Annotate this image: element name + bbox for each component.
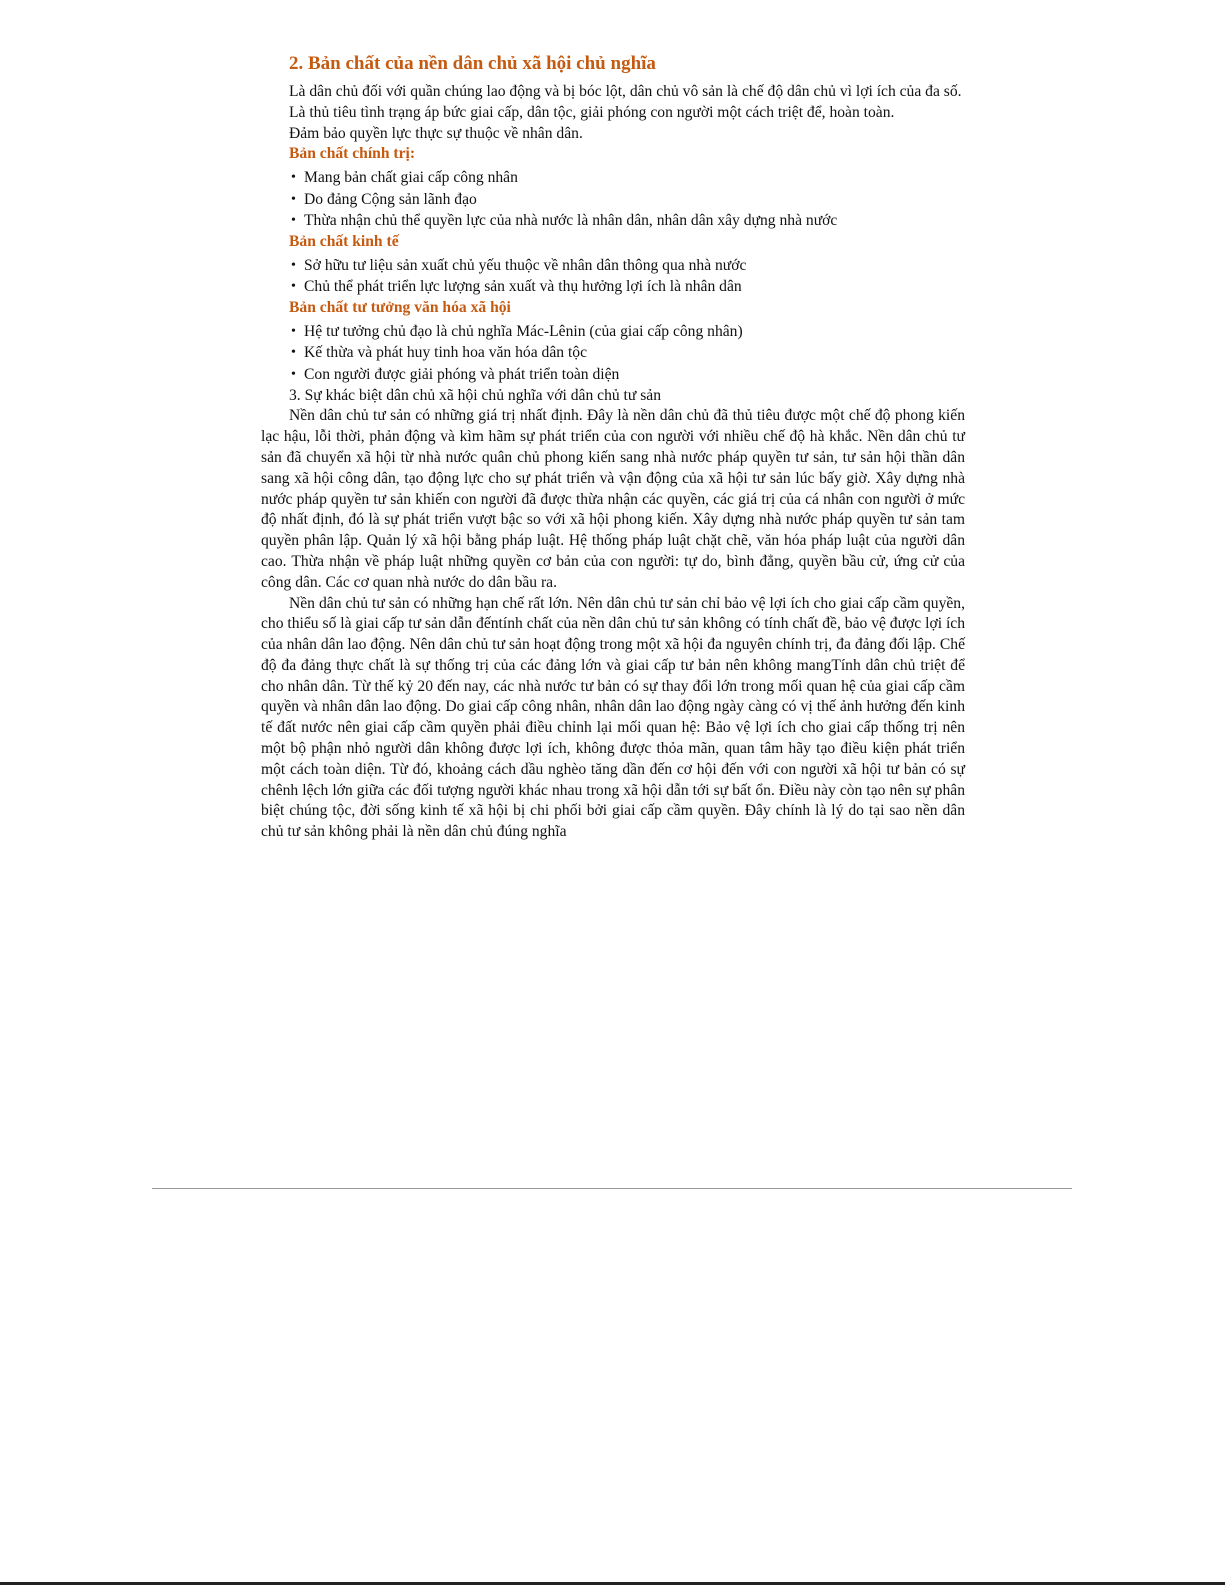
section-2-heading: 2. Bản chất của nền dân chủ xã hội chủ nghĩa <box>289 53 656 74</box>
ideology-list <box>291 321 965 386</box>
list-item: • Chủ thể phát triển lực lượng sản xuất và thụ hưởng lợi ích là nhân dân <box>291 276 965 298</box>
list-item: • Con người được giải phóng và phát triển toàn diện <box>291 364 965 386</box>
economic-list <box>291 255 965 298</box>
list-item: • Thừa nhận chủ thể quyền lực của nhà nước là nhân dân, nhân dân xây dựng nhà nước <box>291 210 965 232</box>
subheading-economic: Bản chất kinh tế <box>289 232 399 250</box>
bullet-icon: • <box>291 170 296 186</box>
list-item: • Do đảng Cộng sản lãnh đạo <box>291 189 965 211</box>
body-paragraph: Đảm bảo quyền lực thực sự thuộc về nhân dân. <box>289 124 583 142</box>
bullet-icon: • <box>291 323 296 339</box>
body-paragraph: Nền dân chủ tư sản có những hạn chế rất lớn. Nên dân chủ tư sản chỉ bảo vệ lợi ích cho giai cấp cầm quyền, cho thiểu số là giai cấp tư sản dẫn đếntính chất của nền dân chủ tư sản không có tính chất đề, bảo vệ được lợi ích của nhân dân lao động. Nên dân chủ tư sản hoạt động trong một xã hội đa nguyên chính trị, đa đảng đối lập. Chế độ đa đảng thực chất là sự thống trị của các đảng lớn và giai cấp tư bản nên không mangTính dân chủ triệt để cho nhân dân. Từ thế kỷ 20 đến nay, các nhà nước tư bản có sự thay đổi lớn trong mối quan hệ của giai cấp cầm quyền và nhân dân lao động. Do giai cấp công nhân, nhân dân lao động ngày càng có vị thế ảnh hưởng đến kinh tế đất nước nên giai cấp cầm quyền phải điều chỉnh lại mối quan hệ: Bảo vệ lợi ích cho giai cấp thống trị nên một bộ phận nhỏ người dân không được lợi ích, không được thỏa mãn, quan tâm hãy tạo điều kiện phát triển một cách toàn diện. Từ đó, khoảng cách dầu nghèo tăng dần đến cơ hội đến với con người xã hội tư bản có sự chênh lệch lớn giữa các đối tượng người khác nhau trong xã hội dẫn tới sự bất ổn. Điều này còn tạo nên sự phân biệt chúng tộc, đời sống kinh tế xã hội bị chi phối bởi giai cấp cầm quyền. Đây chính là lý do tại sao nền dân chủ tư sản không phải là nền dân chủ đúng nghĩa <box>261 594 965 841</box>
body-paragraph: Là dân chủ đối với quần chúng lao động và bị bóc lột, dân chủ vô sản là chế độ dân chủ vì lợi ích của đa số. <box>289 83 962 100</box>
body-paragraph: Nền dân chủ tư sản có những giá trị nhất định. Đây là nền dân chủ đã thủ tiêu được một chế độ phong kiến lạc hậu, lỗi thời, phản động và kìm hãm sự phát triển của con người với nhiều chế độ hà khắc. Nền dân chủ tư sản đã chuyển xã hội từ nhà nước quân chủ phong kiến sang nhà nước pháp quyền tư sản, tư sản hội thần dân sang xã hội công dân, tạo động lực cho sự phát triển và vận động của xã hội tư sản lúc bấy giờ. Xây dựng nhà nước pháp quyền tư sản khiến con người đã được thừa nhận các quyền, các giá trị của cá nhân con người ở mức độ nhất định, đó là sự phát triển vượt bậc so với xã hội phong kiến. Xây dựng nhà nước pháp quyền tư sản tam quyền phân lập. Quản lý xã hội bằng pháp luật. Hệ thống pháp luật chặt chẽ, văn hóa pháp luật của người dân cao. Thừa nhận về pháp luật những quyền cơ bản của con người: tự do, bình đẳng, quyền bầu cử, ứng cử của công dân. Các cơ quan nhà nước do dân bầu ra. <box>261 407 965 591</box>
political-list <box>291 167 965 232</box>
list-item: • Mang bản chất giai cấp công nhân <box>291 167 965 189</box>
bullet-icon: • <box>291 279 296 295</box>
subheading-ideology: Bản chất tư tưởng văn hóa xã hội <box>289 298 511 316</box>
document-page <box>261 52 965 843</box>
page-divider <box>152 1188 1072 1189</box>
bullet-icon: • <box>291 213 296 229</box>
bullet-icon: • <box>291 191 296 207</box>
bullet-icon: • <box>291 366 296 382</box>
subheading-political: Bản chất chính trị: <box>289 145 416 163</box>
list-item: • Hệ tư tưởng chủ đạo là chủ nghĩa Mác-Lênin (của giai cấp công nhân) <box>291 321 965 343</box>
body-paragraph: Là thủ tiêu tình trạng áp bức giai cấp, dân tộc, giải phóng con người một cách triệt để, hoàn toàn. <box>289 103 895 121</box>
bullet-icon: • <box>291 345 296 361</box>
section-3-heading: 3. Sự khác biệt dân chủ xã hội chủ nghĩa với dân chủ tư sản <box>289 386 662 404</box>
bullet-icon: • <box>291 257 296 273</box>
list-item: • Kế thừa và phát huy tinh hoa văn hóa dân tộc <box>291 342 965 364</box>
list-item: • Sở hữu tư liệu sản xuất chủ yếu thuộc về nhân dân thông qua nhà nước <box>291 255 965 277</box>
